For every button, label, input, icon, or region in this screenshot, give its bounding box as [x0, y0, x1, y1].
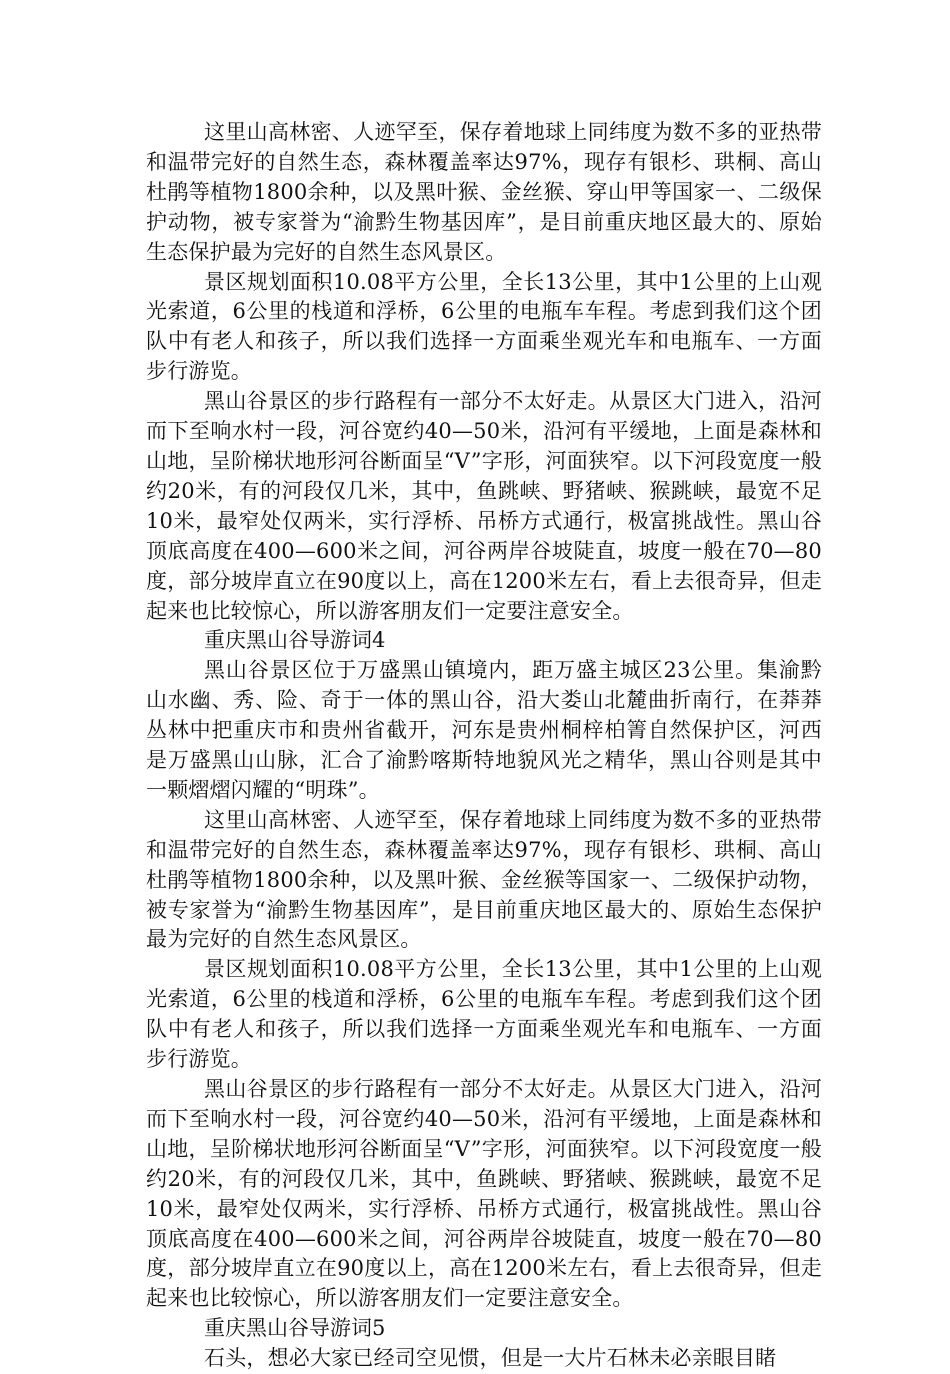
paragraph-location: 黑山谷景区位于万盛黑山镇境内，距万盛主城区23公里。集渝黔山水幽、秀、险、奇于一体的黑山谷，沿大娄山北麓曲折南行，在莽莽丛林中把重庆市和贵州省截开，河东是贵州桐梓柏箐自然保护区，河西是万盛黑山山脉，汇合了渝黔喀斯特地貌风光之精华，黑山谷则是其中一颗熠熠闪耀的“明珠”。: [146, 658, 822, 802]
paragraph-walking-route-repeat: 黑山谷景区的步行路程有一部分不太好走。从景区大门进入，沿河而下至响水村一段，河谷宽约40—50米，沿河有平缓地，上面是森林和山地，呈阶梯状地形河谷断面呈“V”字形，河面狭窄。以下河段宽度一般约20米，有的河段仅几米，其中，鱼跳峡、野猪峡、猴跳峡，最宽不足10米，最窄处仅两米，实行浮桥、吊桥方式通行，极富挑战性。黑山谷顶底高度在400—600米之间，河谷两岸谷坡陡直，坡度一般在70—80度，部分坡岸直立在90度以上，高在1200米左右，看上去很奇异，但走起来也比较惊心，所以游客朋友们一定要注意安全。: [146, 1077, 822, 1311]
paragraph-stone-forest: 石头，想必大家已经司空见惯，但是一大片石林未必亲眼目睹: [204, 1346, 777, 1371]
paragraph-intro-ecology-repeat: 这里山高林密、人迹罕至，保存着地球上同纬度为数不多的亚热带和温带完好的自然生态，森林覆盖率达97%，现存有银杉、珙桐、高山杜鹃等植物1800余种，以及黑叶猴、金丝猴等国家一、二级保护动物，被专家誉为“渝黔生物基因库”，是目前重庆地区最大的、原始生态保护最为完好的自然生态风景区。: [146, 807, 822, 952]
paragraph-scenic-area-size: 景区规划面积10.08平方公里，全长13公里，其中1公里的上山观光索道，6公里的栈道和浮桥，6公里的电瓶车车程。考虑到我们这个团队中有老人和孩子，所以我们选择一方面乘坐观光车和电瓶车、一方面步行游览。: [146, 269, 822, 384]
paragraph-intro-ecology: 这里山高林密、人迹罕至，保存着地球上同纬度为数不多的亚热带和温带完好的自然生态，森林覆盖率达97%，现存有银杉、珙桐、高山杜鹃等植物1800余种，以及黑叶猴、金丝猴、穿山甲等国家一、二级保护动物，被专家誉为“渝黔生物基因库”，是目前重庆地区最大的、原始生态保护最为完好的自然生态风景区。: [146, 120, 822, 264]
paragraph-walking-route: 黑山谷景区的步行路程有一部分不太好走。从景区大门进入，沿河而下至响水村一段，河谷宽约40—50米，沿河有平缓地，上面是森林和山地，呈阶梯状地形河谷断面呈“V”字形，河面狭窄。以下河段宽度一般约20米，有的河段仅几米，其中，鱼跳峡、野猪峡、猴跳峡，最宽不足10米，最窄处仅两米，实行浮桥、吊桥方式通行，极富挑战性。黑山谷顶底高度在400—600米之间，河谷两岸谷坡陡直，坡度一般在70—80度，部分坡岸直立在90度以上，高在1200米左右，看上去很奇异，但走起来也比较惊心，所以游客朋友们一定要注意安全。: [146, 389, 822, 623]
paragraph-scenic-area-size-repeat: 景区规划面积10.08平方公里，全长13公里，其中1公里的上山观光索道，6公里的栈道和浮桥，6公里的电瓶车车程。考虑到我们这个团队中有老人和孩子，所以我们选择一方面乘坐观光车和电瓶车、一方面步行游览。: [146, 957, 822, 1072]
section-heading-4: 重庆黑山谷导游词4: [204, 628, 386, 653]
section-heading-5: 重庆黑山谷导游词5: [204, 1316, 386, 1341]
